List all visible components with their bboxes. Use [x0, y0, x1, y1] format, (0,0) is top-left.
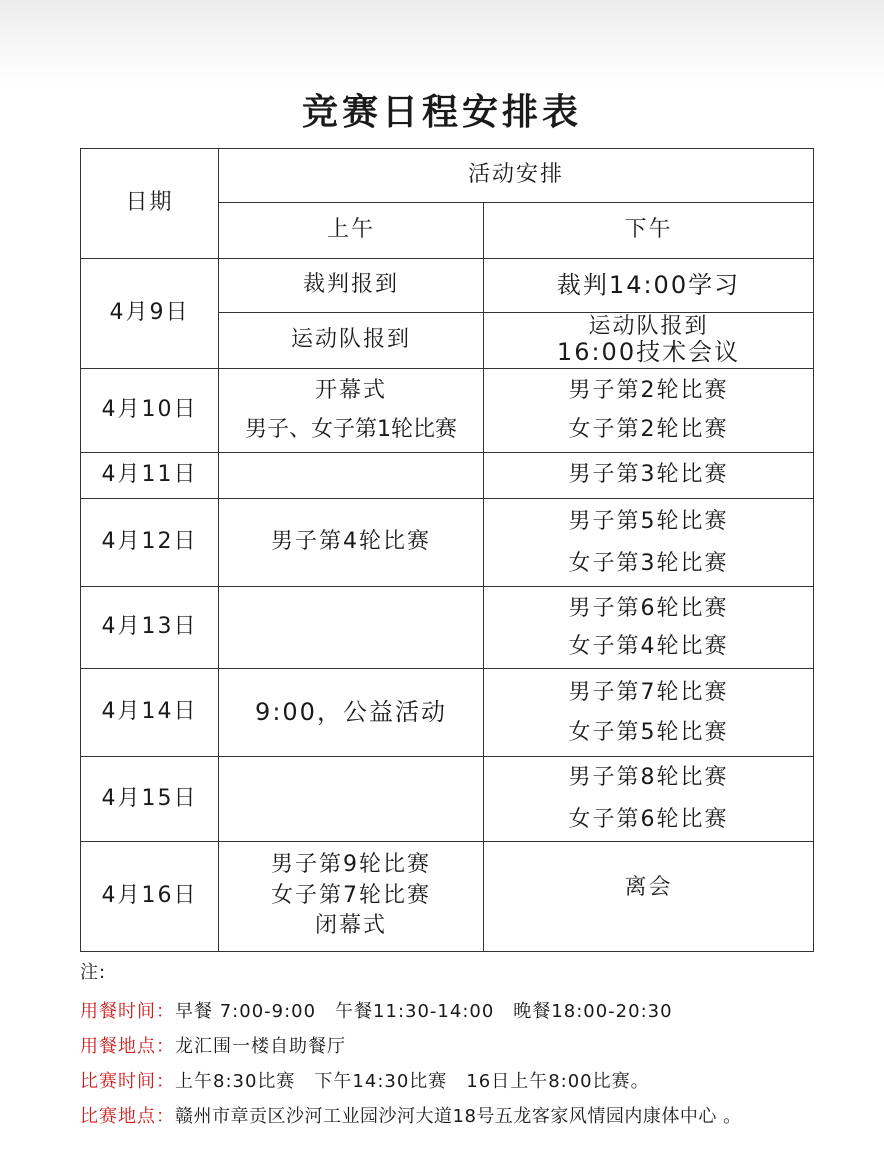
am-line: 男子第9轮比赛 [271, 851, 431, 877]
pm-line: 离会 [624, 874, 673, 900]
table-row [81, 841, 814, 951]
pm-cell [484, 453, 814, 499]
pm-line: 男子第8轮比赛 [568, 765, 729, 790]
am-line: 男子、女子第1轮比赛 [245, 416, 457, 442]
am-line: 9:00，公益活动 [255, 697, 447, 726]
table-row [81, 259, 814, 313]
date-cell: 4月10日 [81, 369, 219, 453]
pm-line: 男子第7轮比赛 [568, 679, 729, 705]
date-cell: 4月16日 [81, 841, 219, 951]
note-label: 比赛时间： [80, 1071, 175, 1092]
am-line: 裁判报到 [302, 272, 399, 298]
table-row [81, 757, 814, 842]
am-line: 开幕式 [314, 378, 387, 403]
am-cell [219, 669, 484, 757]
note-text: 龙汇围一楼自助餐厅 [175, 1036, 346, 1057]
pm-cell [484, 499, 814, 587]
schedule-table [80, 148, 814, 952]
table-row [81, 369, 814, 453]
date-cell: 4月14日 [81, 669, 219, 757]
date-cell: 4月13日 [81, 587, 219, 669]
am-cell [219, 259, 484, 313]
pm-line: 运动队报到 [588, 314, 709, 340]
am-cell [219, 587, 484, 669]
date-cell: 4月15日 [81, 757, 219, 842]
date-cell: 4月9日 [81, 259, 219, 369]
date-cell: 4月11日 [81, 453, 219, 499]
header-am: 上午 [219, 203, 484, 259]
am-cell [219, 313, 484, 369]
note-text: 上午8:30比赛 下午14:30比赛 16日上午8:00比赛。 [175, 1071, 650, 1092]
pm-cell [484, 587, 814, 669]
pm-line: 男子第6轮比赛 [568, 596, 729, 622]
am-line: 男子第4轮比赛 [271, 529, 431, 555]
pm-line: 女子第6轮比赛 [568, 806, 729, 832]
note-meal-time [80, 994, 870, 1029]
pm-line: 女子第2轮比赛 [568, 416, 729, 442]
note-meal-place [80, 1029, 870, 1064]
am-cell [219, 757, 484, 842]
table-row [81, 587, 814, 669]
note-match-time [80, 1064, 870, 1099]
pm-line: 女子第4轮比赛 [568, 633, 729, 659]
am-cell [219, 369, 484, 453]
notes-heading: 注: [80, 962, 107, 983]
am-line: 运动队报到 [290, 327, 411, 353]
header-activity: 活动安排 [219, 149, 814, 203]
pm-cell [484, 669, 814, 757]
pm-line: 男子第2轮比赛 [568, 378, 729, 403]
pm-cell [484, 841, 814, 951]
am-cell [219, 499, 484, 587]
table-row [81, 499, 814, 587]
am-cell [219, 453, 484, 499]
date-cell: 4月12日 [81, 499, 219, 587]
pm-line: 女子第3轮比赛 [568, 550, 729, 576]
note-match-place [80, 1099, 870, 1134]
pm-line: 男子第3轮比赛 [568, 462, 729, 488]
note-label: 比赛地点： [80, 1106, 175, 1127]
am-line: 闭幕式 [314, 913, 387, 939]
pm-line: 男子第5轮比赛 [568, 508, 729, 534]
am-cell [219, 841, 484, 951]
table-row [81, 453, 814, 499]
pm-line: 裁判14:00学习 [556, 270, 741, 299]
pm-cell [484, 313, 814, 369]
table-row [81, 669, 814, 757]
pm-line: 16:00技术会议 [556, 338, 741, 367]
header-date: 日期 [81, 149, 219, 259]
pm-line: 女子第5轮比赛 [568, 719, 729, 745]
note-text: 早餐 7:00-9:00 午餐11:30-14:00 晚餐18:00-20:30 [175, 1001, 673, 1022]
header-pm: 下午 [484, 203, 814, 259]
pm-cell [484, 369, 814, 453]
note-text: 赣州市章贡区沙河工业园沙河大道18号五龙客家风情园内康体中心 。 [175, 1106, 742, 1127]
note-label: 用餐时间： [80, 1001, 175, 1022]
note-label: 用餐地点： [80, 1036, 175, 1057]
pm-cell [484, 259, 814, 313]
pm-cell [484, 757, 814, 842]
notes-section [80, 958, 870, 1134]
page-title: 竞赛日程安排表 [301, 92, 582, 133]
am-line: 女子第7轮比赛 [271, 882, 431, 908]
